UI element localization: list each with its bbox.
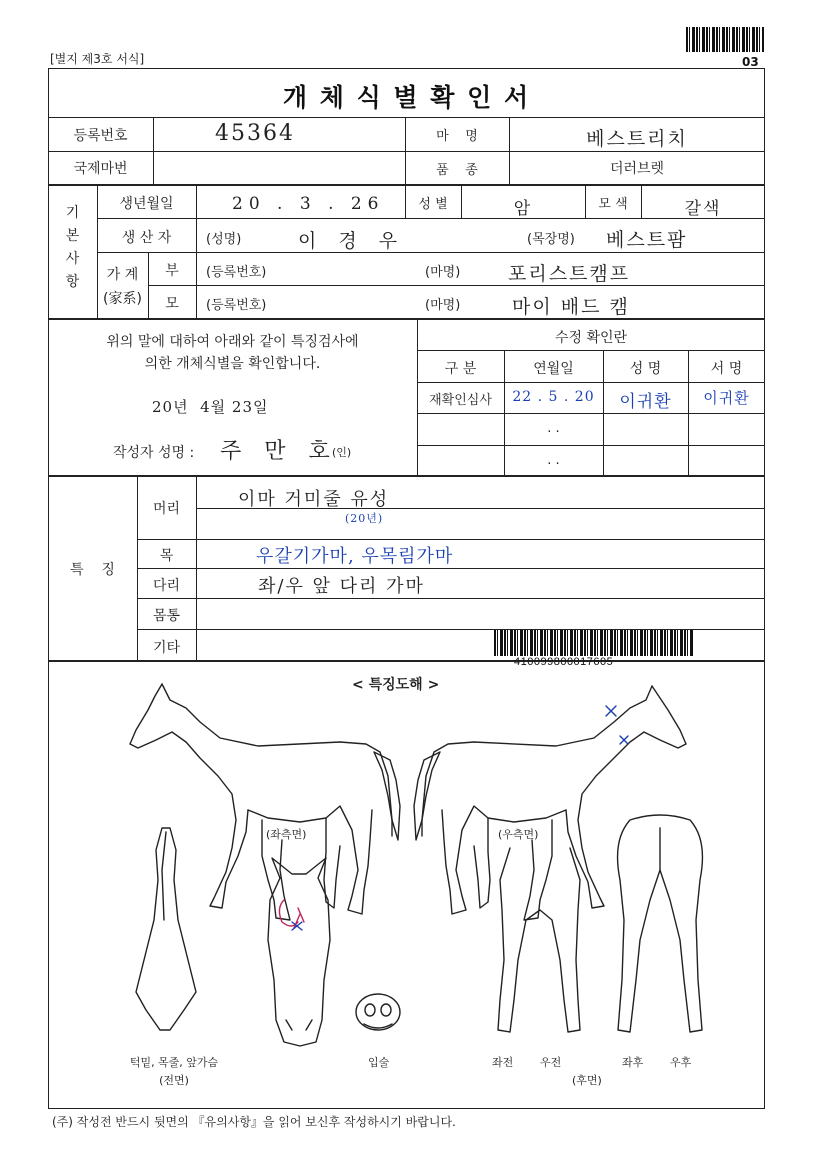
writer-label: 작성자 성명 : bbox=[113, 445, 195, 461]
feature-leg-value: 좌/우 앞 다리 가마 bbox=[258, 576, 425, 597]
statement-line1: 위의 말에 대하여 아래와 같이 특징검사에 bbox=[106, 334, 359, 350]
producer-name-value: 이 경 우 bbox=[298, 230, 406, 252]
features-section-label: 특 징 bbox=[70, 562, 115, 578]
horse-name-label: 마 명 bbox=[436, 129, 478, 144]
front-label-2: (전면) bbox=[159, 1074, 189, 1087]
breed-value: 더러브렛 bbox=[609, 161, 665, 177]
basic-section-label: 기 본 사 항 bbox=[65, 205, 80, 290]
hind-right-label: 우후 bbox=[670, 1056, 692, 1069]
feature-neck-value: 우갈기가마, 우목림가마 bbox=[256, 546, 454, 567]
sire-name-value: 포리스트캠프 bbox=[508, 263, 631, 285]
front-label-1: 턱밑, 목줄, 앞가슴 bbox=[129, 1056, 219, 1069]
rev-header-sign: 서 명 bbox=[710, 361, 743, 377]
page-number: 03 bbox=[742, 55, 759, 69]
reg-no-value: 45364 bbox=[215, 121, 295, 146]
features-barcode-number: 410099800017605 bbox=[514, 656, 614, 668]
rev-row2-date: . . bbox=[547, 421, 560, 436]
rev-header-date: 연월일 bbox=[533, 361, 574, 377]
page-title: 개 체 식 별 확 인 서 bbox=[282, 83, 531, 112]
confirm-date: 20년 4월 23일 bbox=[152, 398, 269, 416]
rev-header-name: 성 명 bbox=[629, 361, 662, 377]
diagram-title: < 특징도해 > bbox=[352, 677, 440, 693]
front-left-label: 좌전 bbox=[492, 1056, 514, 1069]
rev-row1-type: 재확인심사 bbox=[429, 393, 492, 408]
feature-body-label: 몸통 bbox=[152, 608, 181, 624]
birth-label: 생년월일 bbox=[119, 196, 174, 212]
revision-title: 수정 확인란 bbox=[554, 330, 628, 346]
feature-other-label: 기타 bbox=[152, 640, 181, 656]
feature-head-note: (20년) bbox=[345, 512, 384, 525]
front-right-label: 우전 bbox=[540, 1056, 562, 1069]
birth-value: 20 . 3 . 26 bbox=[232, 194, 385, 214]
form-label: [별지 제3호 서식] bbox=[50, 52, 145, 66]
color-value: 갈색 bbox=[684, 199, 722, 219]
hind-left-label: 좌후 bbox=[622, 1056, 644, 1069]
pedigree-label: 가 계 (家系) bbox=[103, 267, 142, 307]
sire-label: 부 bbox=[165, 263, 179, 279]
sire-name-label: (마명) bbox=[425, 265, 461, 280]
horse-name-value: 베스트리치 bbox=[586, 128, 688, 150]
right-side-label: (우측면) bbox=[498, 828, 539, 841]
sex-value: 암 bbox=[513, 199, 533, 219]
muzzle-label: 입술 bbox=[368, 1056, 390, 1069]
farm-label: (목장명) bbox=[527, 232, 575, 247]
left-side-label: (좌측면) bbox=[266, 828, 307, 841]
rear-label: (후면) bbox=[572, 1074, 602, 1087]
rev-header-type: 구 분 bbox=[444, 361, 477, 377]
farm-value: 베스트팜 bbox=[606, 229, 688, 251]
dam-name-label: (마명) bbox=[425, 298, 461, 313]
intl-no-label: 국제마번 bbox=[73, 161, 128, 177]
reg-no-label: 등록번호 bbox=[73, 128, 128, 144]
breed-label: 품 종 bbox=[436, 163, 478, 178]
dam-name-value: 마이 배드 캠 bbox=[512, 296, 630, 318]
writer-name: 주 만 호 bbox=[220, 439, 338, 464]
footer-note: (주) 작성전 반드시 뒷면의 『유의사항』을 읽어 보신후 작성하시기 바랍니다. bbox=[52, 1115, 456, 1129]
sex-label: 성 별 bbox=[418, 197, 448, 212]
dam-label: 모 bbox=[165, 296, 179, 312]
rev-row1-name: 이귀환 bbox=[619, 392, 672, 412]
color-label: 모 색 bbox=[598, 197, 628, 212]
producer-label: 생 산 자 bbox=[121, 230, 172, 246]
feature-head-label: 머리 bbox=[152, 501, 181, 517]
rev-row3-date: . . bbox=[547, 453, 560, 468]
statement-line2: 의한 개체식별을 확인합니다. bbox=[144, 356, 321, 372]
rev-row1-sign: 이귀환 bbox=[703, 389, 750, 407]
feature-head-value: 이마 거미줄 유성 bbox=[238, 489, 390, 510]
writer-seal: (인) bbox=[332, 446, 352, 459]
producer-name-label: (성명) bbox=[206, 232, 242, 247]
feature-leg-label: 다리 bbox=[152, 578, 181, 594]
sire-reg-label: (등록번호) bbox=[206, 265, 267, 280]
feature-neck-label: 목 bbox=[159, 548, 174, 564]
rev-row1-date: 22 . 5 . 20 bbox=[512, 389, 595, 405]
dam-reg-label: (등록번호) bbox=[206, 298, 267, 313]
